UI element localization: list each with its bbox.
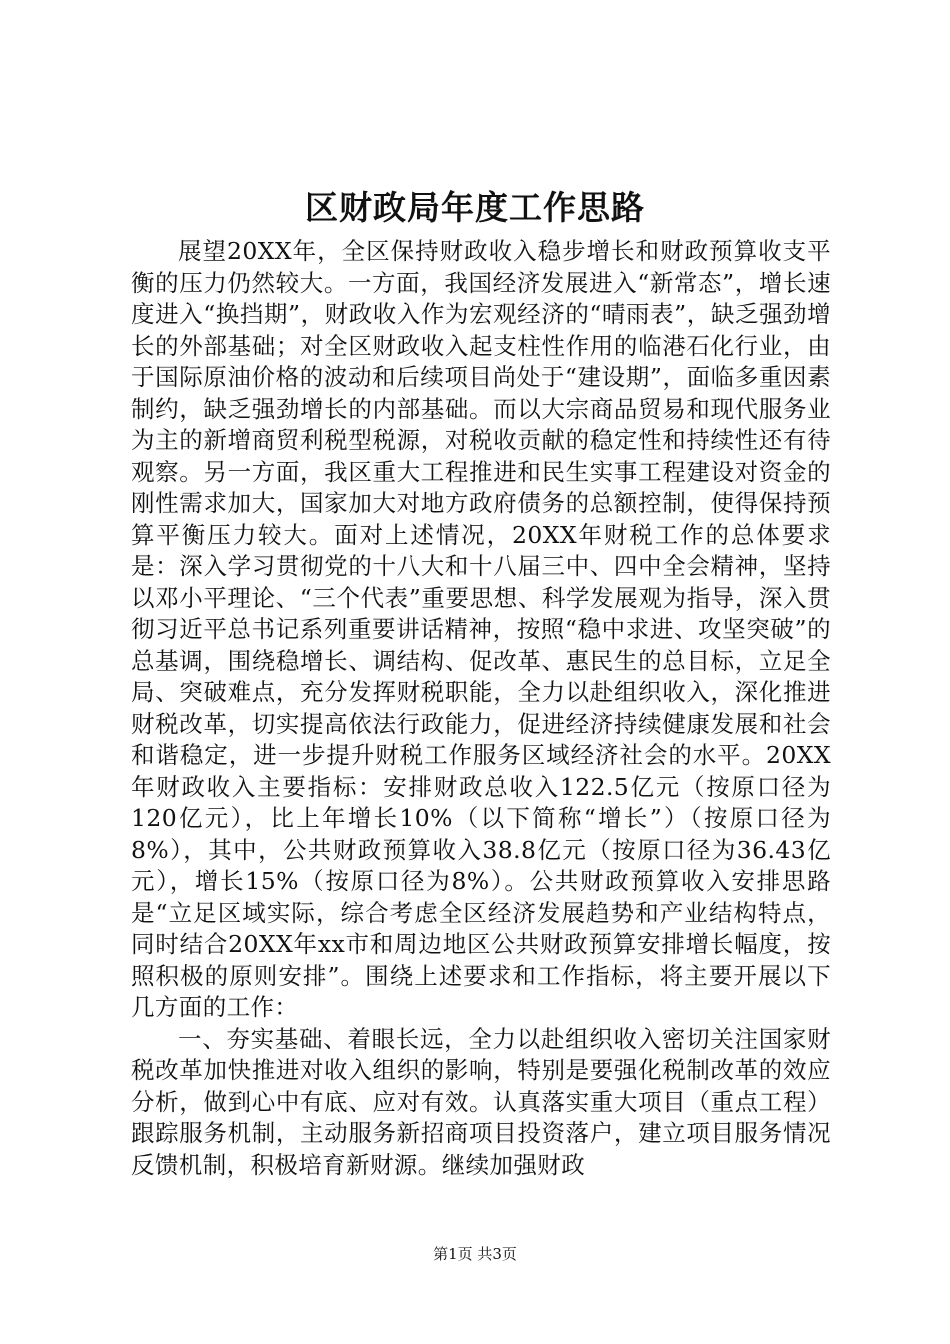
page-number-footer: 第1页 共3页 [433, 1245, 517, 1263]
document-body [131, 236, 831, 1181]
document-title: 区财政局年度工作思路 [305, 188, 645, 227]
paragraph: 展望20XX年，全区保持财政收入稳步增长和财政预算收支平衡的压力仍然较大。一方面，我国经济发展进入“新常态”，增长速度进入“换挡期”，财政收入作为宏观经济的“晴雨表”，缺乏强劲增长的外部基础；对全区财政收入起支柱性作用的临港石化行业，由于国际原油价格的波动和后续项目尚处于“建设期”，面临多重因素制约，缺乏强劲增长的内部基础。而以大宗商品贸易和现代服务业为主的新增商贸利税型税源，对税收贡献的稳定性和持续性还有待观察。另一方面，我区重大工程推进和民生实事工程建设对资金的刚性需求加大，国家加大对地方政府债务的总额控制，使得保持预算平衡压力较大。面对上述情况，20XX年财税工作的总体要求是：深入学习贯彻党的十八大和十八届三中、四中全会精神，坚持以邓小平理论、“三个代表”重要思想、科学发展观为指导，深入贯彻习近平总书记系列重要讲话精神，按照“稳中求进、攻坚突破”的总基调，围绕稳增长、调结构、促改革、惠民生的总目标，立足全局、突破难点，充分发挥财税职能，全力以赴组织收入，深化推进财税改革，切实提高依法行政能力，促进经济持续健康发展和社会和谐稳定，进一步提升财税工作服务区域经济社会的水平。20XX年财政收入主要指标：安排财政总收入122.5亿元（按原口径为120亿元），比上年增长10%（以下简称“增长”）（按原口径为8%），其中，公共财政预算收入38.8亿元（按原口径为36.43亿元），增长15%（按原口径为8%）。公共财政预算收入安排思路是“立足区域实际，综合考虑全区经济发展趋势和产业结构特点，同时结合20XX年xx市和周边地区公共财政预算安排增长幅度，按照积极的原则安排”。围绕上述要求和工作指标，将主要开展以下几方面的工作： [131, 237, 831, 1021]
paragraph: 一、夯实基础、着眼长远，全力以赴组织收入密切关注国家财税改革加快推进对收入组织的影响，特别是要强化税制改革的效应分析，做到心中有底、应对有效。认真落实重大项目（重点工程）跟踪服务机制，主动服务新招商项目投资落户，建立项目服务情况反馈机制，积极培育新财源。继续加强财政 [131, 1024, 831, 1179]
